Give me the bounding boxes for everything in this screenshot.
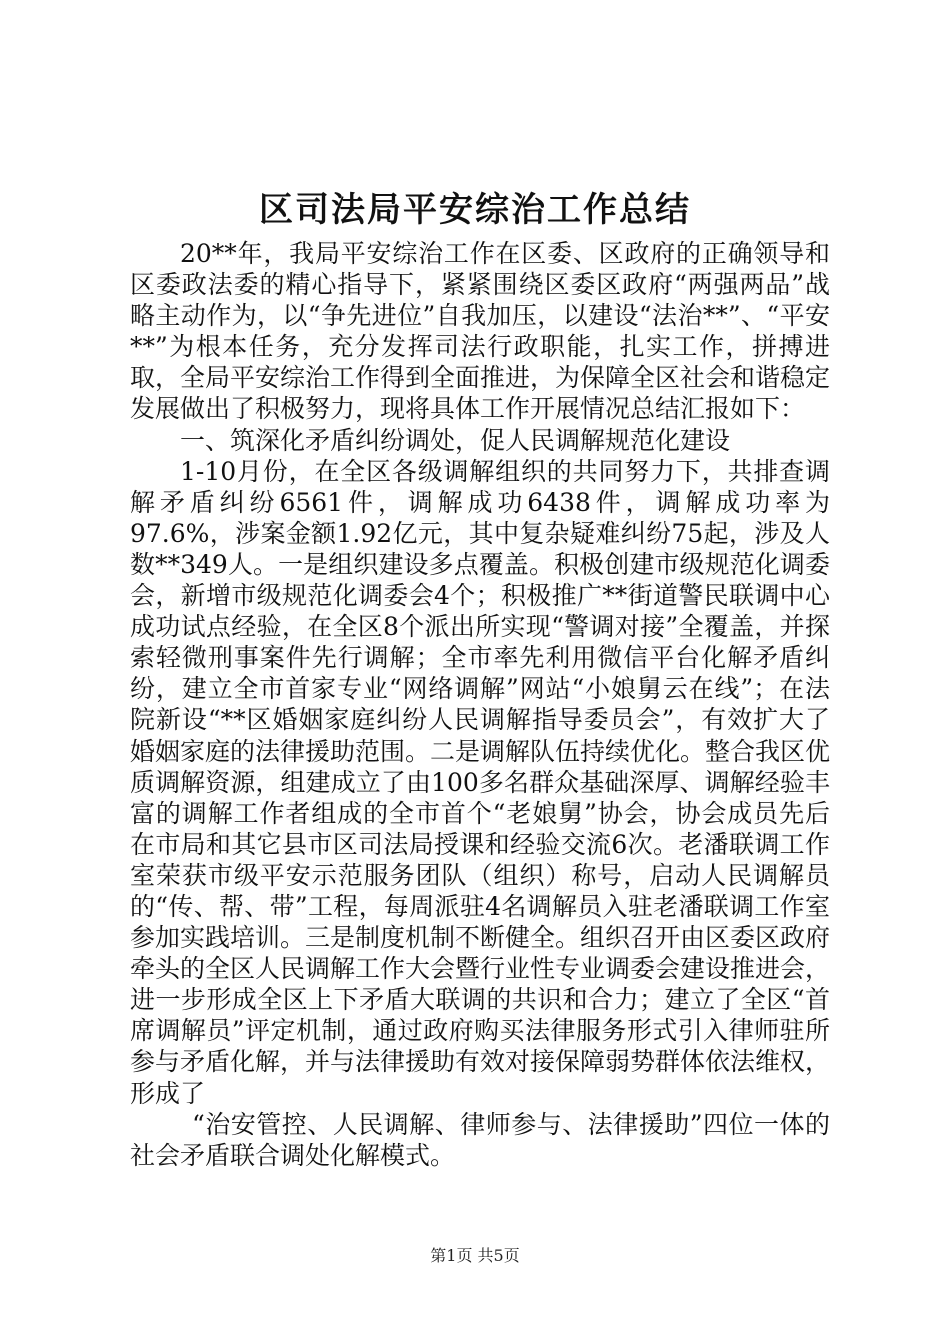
- section-heading: 一、筑深化矛盾纠纷调处，促人民调解规范化建设: [180, 425, 731, 455]
- page-number-footer: 第1页 共5页: [430, 1246, 520, 1265]
- section-paragraph: 1-10月份，在全区各级调解组织的共同努力下，共排查调解矛盾纠纷6561件，调解成功6438件，调解成功率为97.6%，涉案金额1.92亿元，其中复杂疑难纠纷75起，涉及人数**349人。一是组织建设多点覆盖。积极创建市级规范化调委会，新增市级规范化调委会4个；积极推广**街道警民联调中心成功试点经验，在全区8个派出所实现“警调对接”全覆盖，并探索轻微刑事案件先行调解；全市率先利用微信平台化解矛盾纠纷，建立全市首家专业“网络调解”网站“小娘舅云在线”；在法院新设“**区婚姻家庭纠纷人民调解指导委员会”，有效扩大了婚姻家庭的法律援助范围。二是调解队伍持续优化。整合我区优质调解资源，组建成立了由100多名群众基础深厚、调解经验丰富的调解工作者组成的全市首个“老娘舅”协会，协会成员先后在市局和其它县市区司法局授课和经验交流6次。老潘联调工作室荣获市级平安示范服务团队（组织）称号，启动人民调解员的“传、帮、带”工程，每周派驻4名调解员入驻老潘联调工作室参加实践培训。三是制度机制不断健全。组织召开由区委区政府牵头的全区人民调解工作大会暨行业性专业调委会建设推进会，进一步形成全区上下矛盾大联调的共识和合力；建立了全区“首席调解员”评定机制，通过政府购买法律服务形式引入律师驻所参与矛盾化解，并与法律援助有效对接保障弱势群体依法维权，形成了: [130, 456, 831, 1108]
- document-body: [130, 238, 830, 1171]
- document-title: 区司法局平安综治工作总结: [259, 190, 691, 230]
- closing-paragraph: “治安管控、人民调解、律师参与、法律援助”四位一体的社会矛盾联合调处化解模式。: [130, 1109, 830, 1170]
- intro-paragraph: 20**年，我局平安综治工作在区委、区政府的正确领导和区委政法委的精心指导下，紧紧围绕区委区政府“两强两品”战略主动作为，以“争先进位”自我加压，以建设“法治**”、“平安**”为根本任务，充分发挥司法行政职能，扎实工作，拼搏进取，全局平安综治工作得到全面推进，为保障全区社会和谐稳定发展做出了积极努力，现将具体工作开展情况总结汇报如下：: [130, 239, 831, 424]
